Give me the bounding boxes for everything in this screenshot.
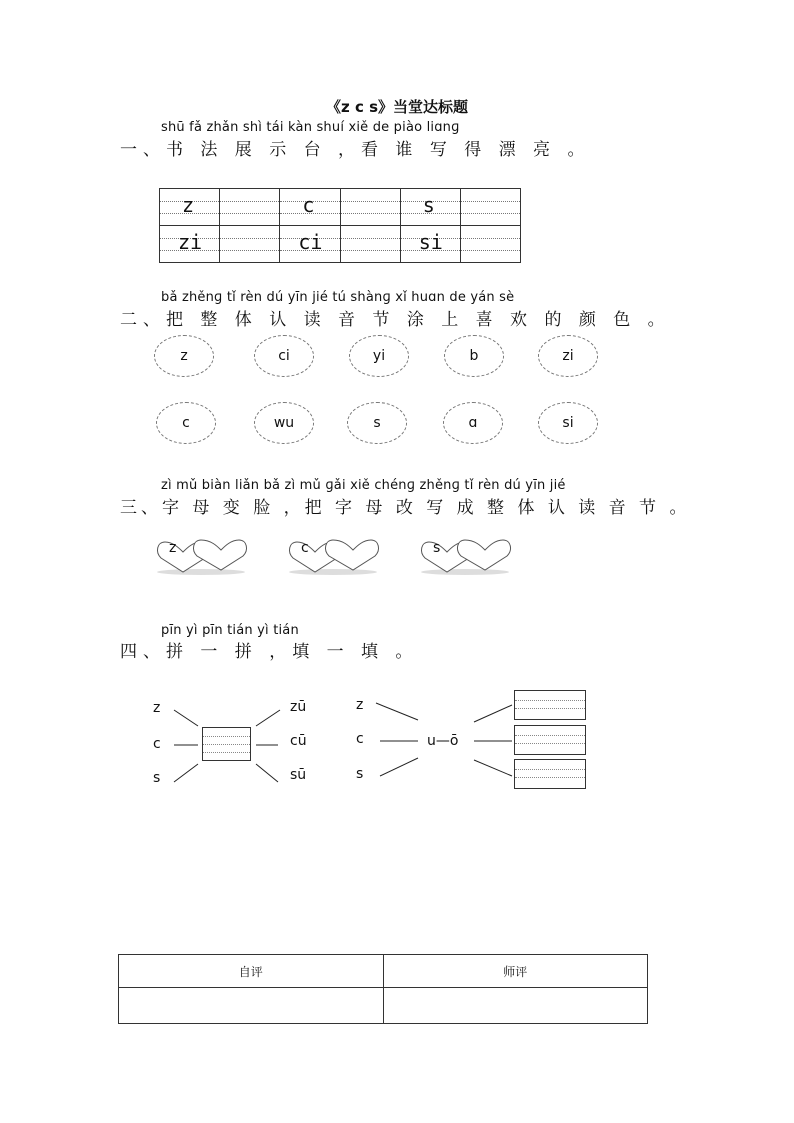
q4-heading: 四、拼 一 拼 ，填 一 填 。 (120, 642, 419, 662)
answer-box[interactable] (514, 725, 586, 755)
q4-pinyin: pīn yì pīn tián yì tián (161, 623, 299, 638)
teacher-eval-cell[interactable] (383, 988, 648, 1024)
evaluation-table (118, 954, 648, 1024)
answer-box[interactable] (202, 727, 251, 761)
heart-letter: z (169, 540, 177, 556)
grid-syllable: zi (178, 230, 203, 254)
syllable-oval[interactable]: b (444, 335, 504, 377)
syllable-oval[interactable]: c (156, 402, 216, 444)
syllable-result: zū (290, 699, 307, 715)
answer-box[interactable] (514, 690, 586, 720)
syllable-oval[interactable]: zi (538, 335, 598, 377)
answer-box[interactable] (514, 759, 586, 789)
syllable-oval[interactable]: yi (349, 335, 409, 377)
syllable-oval[interactable]: si (538, 402, 598, 444)
grid-letter: s (422, 193, 435, 217)
q1-heading: 一、书 法 展 示 台 ，看 谁 写 得 漂 亮 。 (120, 140, 591, 160)
syllable-oval[interactable]: s (347, 402, 407, 444)
q3-heading: 三、字 母 变 脸 ，把 字 母 改 写 成 整 体 认 读 音 节 。 (120, 498, 691, 518)
syllable-result: cū (290, 733, 307, 749)
heart-letter: s (433, 540, 441, 556)
syllable-result: sū (290, 767, 307, 783)
heart-letter: c (301, 540, 309, 556)
syllable-oval[interactable]: ci (254, 335, 314, 377)
syllable-oval[interactable]: wu (254, 402, 314, 444)
q1-pinyin: shū fǎ zhǎn shì tái kàn shuí xiě de piào liɑnɡ (161, 120, 460, 135)
grid-syllable: si (418, 230, 443, 254)
self-eval-cell[interactable] (119, 988, 384, 1024)
teacher-eval-header: 师评 (383, 955, 648, 988)
self-eval-header: 自评 (119, 955, 384, 988)
syllable-oval[interactable]: z (154, 335, 214, 377)
initial-label: z (356, 697, 364, 713)
q3-pinyin: zì mǔ biàn liǎn bǎ zì mǔ ɡǎi xiě chénɡ zhěnɡ tǐ rèn dú yīn jié (161, 478, 566, 493)
grid-letter: c (302, 193, 315, 217)
initial-label: s (356, 766, 364, 782)
syllable-oval[interactable]: ɑ (443, 402, 503, 444)
initial-label: z (153, 700, 161, 716)
final-label: u—ō (427, 733, 459, 749)
grid-letter: z (182, 193, 195, 217)
grid-syllable: ci (298, 230, 323, 254)
q2-pinyin: bǎ zhěnɡ tǐ rèn dú yīn jié tú shànɡ xǐ huɑn de yán sè (161, 290, 515, 305)
initial-label: c (356, 731, 364, 747)
initial-label: c (153, 736, 161, 752)
q2-heading: 二、把 整 体 认 读 音 节 涂 上 喜 欢 的 颜 色 。 (120, 310, 671, 330)
page-title: 《z c s》当堂达标题 (326, 98, 468, 116)
initial-label: s (153, 770, 161, 786)
